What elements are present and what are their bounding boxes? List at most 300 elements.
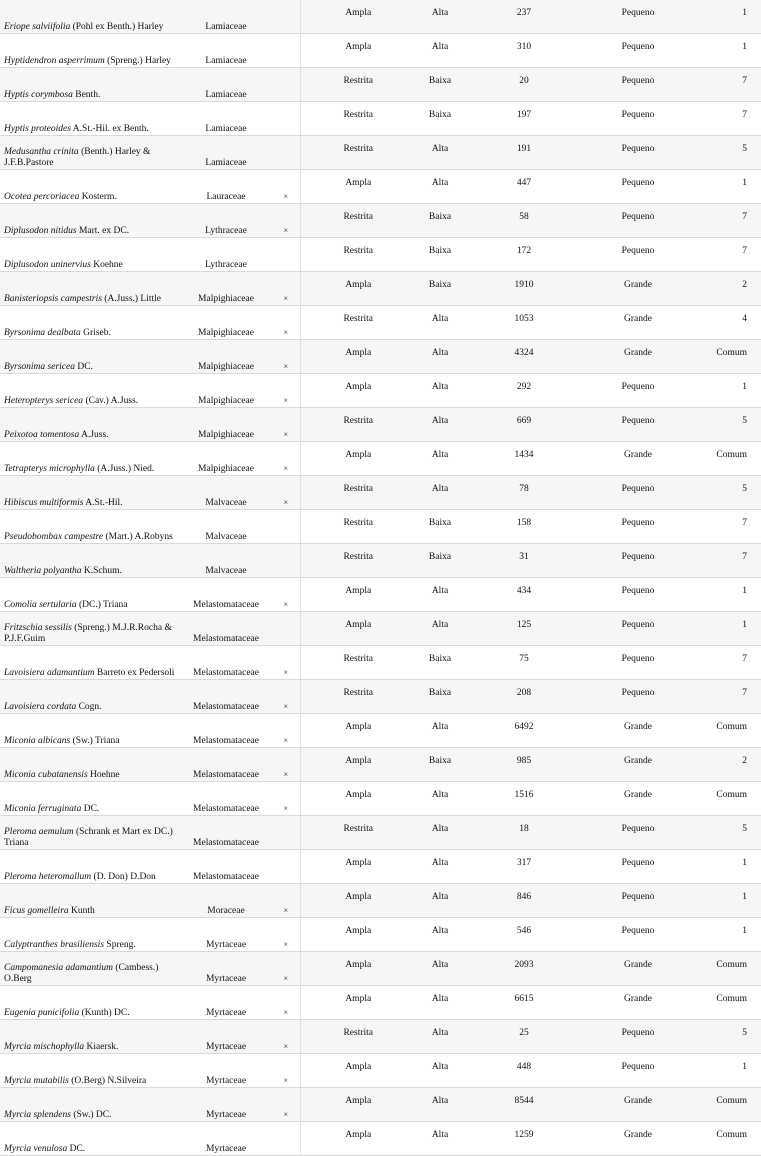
species-authority: Spreng.: [106, 939, 136, 950]
individuals-cell: 20: [470, 68, 578, 102]
frequency-cell: Comum: [698, 1088, 761, 1122]
frequency-cell: Comum: [698, 340, 761, 374]
individuals-cell: 2093: [470, 952, 578, 986]
table-row: [0, 340, 761, 374]
frequency-cell: 1: [698, 612, 761, 646]
family-cell: Malpighiaceae: [180, 272, 272, 306]
species-cell: [0, 918, 180, 952]
species-authority: (Sw.) DC.: [73, 1109, 112, 1120]
family-cell: Lamiaceae: [180, 102, 272, 136]
family-cell: Lauraceae: [180, 170, 272, 204]
species-cell: [0, 340, 180, 374]
family-cell: Malpighiaceae: [180, 306, 272, 340]
size-cell: Grande: [578, 272, 698, 306]
size-cell: Pequeno: [578, 1054, 698, 1088]
distribution-cell: Ampla: [300, 34, 410, 68]
frequency-cell: 1: [698, 578, 761, 612]
species-cell: [0, 238, 180, 272]
family-cell: Myrtaceae: [180, 1122, 272, 1156]
species-cell: [0, 680, 180, 714]
individuals-cell: 310: [470, 34, 578, 68]
size-cell: Pequeno: [578, 1020, 698, 1054]
species-name: Comolia sertularia: [4, 599, 77, 610]
species-cell: [0, 952, 180, 986]
individuals-cell: 6615: [470, 986, 578, 1020]
species-name: Hyptis proteoides: [4, 123, 71, 134]
individuals-cell: 846: [470, 884, 578, 918]
mark-cell: [272, 238, 300, 272]
table-row: [0, 408, 761, 442]
family-cell: Melastomataceae: [180, 782, 272, 816]
species-authority: Kosterm.: [81, 191, 117, 202]
size-cell: Grande: [578, 952, 698, 986]
table-row: [0, 544, 761, 578]
frequency-cell: 7: [698, 204, 761, 238]
individuals-cell: 78: [470, 476, 578, 510]
density-cell: Alta: [410, 918, 470, 952]
density-cell: Alta: [410, 1020, 470, 1054]
frequency-cell: 7: [698, 646, 761, 680]
distribution-cell: Restrita: [300, 1020, 410, 1054]
size-cell: Grande: [578, 748, 698, 782]
size-cell: Pequeno: [578, 816, 698, 850]
frequency-cell: 1: [698, 0, 761, 34]
individuals-cell: 25: [470, 1020, 578, 1054]
species-cell: [0, 68, 180, 102]
family-cell: Melastomataceae: [180, 612, 272, 646]
species-cell: [0, 408, 180, 442]
species-authority: Benth.: [75, 89, 101, 100]
table-row: [0, 1054, 761, 1088]
species-authority: Mart. ex DC.: [78, 225, 130, 236]
individuals-cell: 8544: [470, 1088, 578, 1122]
density-cell: Baixa: [410, 544, 470, 578]
frequency-cell: 5: [698, 136, 761, 170]
table-row: [0, 102, 761, 136]
species-authority: A.St.-Hil. ex Benth.: [72, 123, 149, 134]
size-cell: Grande: [578, 442, 698, 476]
density-cell: Alta: [410, 884, 470, 918]
family-cell: Myrtaceae: [180, 1020, 272, 1054]
size-cell: Grande: [578, 1088, 698, 1122]
table-row: [0, 238, 761, 272]
distribution-cell: Restrita: [300, 646, 410, 680]
frequency-cell: Comum: [698, 714, 761, 748]
mark-cell: [272, 136, 300, 170]
species-name: Miconia albicans: [4, 735, 71, 746]
individuals-cell: 317: [470, 850, 578, 884]
mark-cell: [272, 544, 300, 578]
species-authority: Cogn.: [78, 701, 102, 712]
density-cell: Alta: [410, 1088, 470, 1122]
distribution-cell: Ampla: [300, 1122, 410, 1156]
table-row: [0, 850, 761, 884]
individuals-cell: 18: [470, 816, 578, 850]
frequency-cell: 2: [698, 748, 761, 782]
frequency-cell: 7: [698, 510, 761, 544]
table-row: [0, 0, 761, 34]
size-cell: Pequeno: [578, 68, 698, 102]
distribution-cell: Restrita: [300, 204, 410, 238]
species-cell: [0, 306, 180, 340]
mark-cell: ×: [272, 306, 300, 340]
density-cell: Alta: [410, 850, 470, 884]
size-cell: Pequeno: [578, 646, 698, 680]
density-cell: Alta: [410, 306, 470, 340]
mark-cell: ×: [272, 748, 300, 782]
species-name: Pleroma aemulum: [4, 827, 74, 837]
density-cell: Alta: [410, 1054, 470, 1088]
frequency-cell: 1: [698, 170, 761, 204]
size-cell: Grande: [578, 986, 698, 1020]
species-authority: (Mart.) A.Robyns: [105, 531, 173, 542]
family-cell: Malpighiaceae: [180, 442, 272, 476]
species-name: Eugenia punicifolia: [4, 1007, 80, 1018]
density-cell: Alta: [410, 714, 470, 748]
species-authority: (Sw.) Triana: [72, 735, 120, 746]
species-authority: (Spreng.) M.J.R.Rocha & P.J.F.Guim: [4, 623, 172, 644]
species-name: Byrsonima dealbata: [4, 327, 81, 338]
density-cell: Alta: [410, 340, 470, 374]
individuals-cell: 172: [470, 238, 578, 272]
mark-cell: ×: [272, 408, 300, 442]
species-cell: [0, 510, 180, 544]
species-cell: [0, 0, 180, 34]
frequency-cell: 7: [698, 238, 761, 272]
species-name: Ocotea percoriacea: [4, 191, 80, 202]
family-cell: Lamiaceae: [180, 34, 272, 68]
density-cell: Baixa: [410, 272, 470, 306]
species-name: Myrcia mutabilis: [4, 1075, 69, 1086]
density-cell: Alta: [410, 34, 470, 68]
table-row: [0, 952, 761, 986]
species-name: Waltheria polyantha: [4, 565, 82, 576]
individuals-cell: 197: [470, 102, 578, 136]
distribution-cell: Ampla: [300, 612, 410, 646]
distribution-cell: Ampla: [300, 442, 410, 476]
species-authority: K.Schum.: [83, 565, 122, 576]
mark-cell: ×: [272, 986, 300, 1020]
table-row: [0, 34, 761, 68]
species-name: Ficus gomelleira: [4, 905, 69, 916]
species-authority: (A.Juss.) Little: [104, 293, 162, 304]
species-cell: [0, 850, 180, 884]
species-name: Lavoisiera cordata: [4, 701, 77, 712]
family-cell: Myrtaceae: [180, 918, 272, 952]
size-cell: Grande: [578, 1122, 698, 1156]
family-cell: Lamiaceae: [180, 68, 272, 102]
species-cell: [0, 1122, 180, 1156]
mark-cell: ×: [272, 1088, 300, 1122]
density-cell: Alta: [410, 442, 470, 476]
species-name: Lavoisiera adamantium: [4, 667, 95, 678]
species-cell: [0, 170, 180, 204]
table-row: [0, 204, 761, 238]
size-cell: Pequeno: [578, 170, 698, 204]
species-cell: [0, 816, 180, 850]
species-authority: Koehne: [93, 259, 123, 270]
species-cell: [0, 442, 180, 476]
table-row: [0, 1020, 761, 1054]
density-cell: Baixa: [410, 102, 470, 136]
distribution-cell: Restrita: [300, 544, 410, 578]
mark-cell: [272, 816, 300, 850]
frequency-cell: 4: [698, 306, 761, 340]
density-cell: Baixa: [410, 204, 470, 238]
mark-cell: ×: [272, 204, 300, 238]
species-authority: (Pohl ex Benth.) Harley: [72, 21, 164, 32]
family-cell: Lamiaceae: [180, 0, 272, 34]
mark-cell: [272, 612, 300, 646]
species-authority: Griseb.: [83, 327, 111, 338]
family-cell: Myrtaceae: [180, 1054, 272, 1088]
species-name: Byrsonima sericea: [4, 361, 75, 372]
species-cell: [0, 612, 180, 646]
species-name: Tetrapterys microphylla: [4, 463, 95, 474]
table-row: [0, 680, 761, 714]
species-authority: (DC.) Triana: [78, 599, 128, 610]
distribution-cell: Restrita: [300, 816, 410, 850]
distribution-cell: Restrita: [300, 510, 410, 544]
distribution-cell: Restrita: [300, 680, 410, 714]
frequency-cell: 7: [698, 102, 761, 136]
table-row: [0, 374, 761, 408]
frequency-cell: 7: [698, 544, 761, 578]
species-name: Calyptranthes brasiliensis: [4, 939, 105, 950]
species-name: Peixotoa tomentosa: [4, 429, 80, 440]
density-cell: Alta: [410, 0, 470, 34]
distribution-cell: Restrita: [300, 68, 410, 102]
mark-cell: ×: [272, 170, 300, 204]
mark-cell: ×: [272, 578, 300, 612]
distribution-cell: Restrita: [300, 136, 410, 170]
individuals-cell: 75: [470, 646, 578, 680]
distribution-cell: Restrita: [300, 102, 410, 136]
frequency-cell: 1: [698, 884, 761, 918]
species-cell: [0, 1054, 180, 1088]
table-row: [0, 306, 761, 340]
size-cell: Pequeno: [578, 238, 698, 272]
individuals-cell: 208: [470, 680, 578, 714]
species-authority: (Kunth) DC.: [81, 1007, 130, 1018]
size-cell: Pequeno: [578, 884, 698, 918]
family-cell: Lythraceae: [180, 204, 272, 238]
frequency-cell: 1: [698, 850, 761, 884]
mark-cell: ×: [272, 714, 300, 748]
mark-cell: [272, 102, 300, 136]
density-cell: Baixa: [410, 646, 470, 680]
individuals-cell: 4324: [470, 340, 578, 374]
family-cell: Melastomataceae: [180, 680, 272, 714]
species-authority: A.Juss.: [81, 429, 109, 440]
size-cell: Grande: [578, 306, 698, 340]
species-cell: [0, 714, 180, 748]
frequency-cell: 7: [698, 680, 761, 714]
family-cell: Myrtaceae: [180, 952, 272, 986]
species-name: Fritzschia sessilis: [4, 623, 72, 633]
individuals-cell: 237: [470, 0, 578, 34]
frequency-cell: 1: [698, 34, 761, 68]
individuals-cell: 292: [470, 374, 578, 408]
table-row: [0, 136, 761, 170]
size-cell: Pequeno: [578, 544, 698, 578]
family-cell: Malpighiaceae: [180, 408, 272, 442]
mark-cell: [272, 34, 300, 68]
frequency-cell: 5: [698, 1020, 761, 1054]
species-name: Myrcia mischophylla: [4, 1041, 85, 1052]
species-name: Heteropterys sericea: [4, 395, 84, 406]
individuals-cell: 125: [470, 612, 578, 646]
table-row: [0, 476, 761, 510]
mark-cell: [272, 68, 300, 102]
species-authority: (Schrank et Mart ex DC.) Triana: [4, 827, 173, 848]
family-cell: Lythraceae: [180, 238, 272, 272]
species-cell: [0, 646, 180, 680]
frequency-cell: Comum: [698, 442, 761, 476]
size-cell: Pequeno: [578, 612, 698, 646]
mark-cell: ×: [272, 680, 300, 714]
family-cell: Melastomataceae: [180, 816, 272, 850]
table-row: [0, 612, 761, 646]
distribution-cell: Restrita: [300, 238, 410, 272]
table-row: [0, 68, 761, 102]
species-name: Diplusodon uninervius: [4, 259, 91, 270]
table-row: [0, 918, 761, 952]
density-cell: Baixa: [410, 238, 470, 272]
family-cell: Myrtaceae: [180, 986, 272, 1020]
frequency-cell: 5: [698, 408, 761, 442]
distribution-cell: Ampla: [300, 952, 410, 986]
family-cell: Melastomataceae: [180, 850, 272, 884]
species-cell: [0, 374, 180, 408]
density-cell: Baixa: [410, 748, 470, 782]
individuals-cell: 669: [470, 408, 578, 442]
species-name: Campomanesia adamantium: [4, 963, 113, 973]
distribution-cell: Ampla: [300, 918, 410, 952]
density-cell: Alta: [410, 782, 470, 816]
mark-cell: ×: [272, 918, 300, 952]
distribution-cell: Ampla: [300, 170, 410, 204]
family-cell: Melastomataceae: [180, 646, 272, 680]
frequency-cell: Comum: [698, 1122, 761, 1156]
frequency-cell: 1: [698, 918, 761, 952]
density-cell: Alta: [410, 1122, 470, 1156]
size-cell: Pequeno: [578, 476, 698, 510]
species-name: Eriope salviifolia: [4, 21, 71, 32]
frequency-cell: Comum: [698, 986, 761, 1020]
family-cell: Malvaceae: [180, 476, 272, 510]
species-name: Pseudobombax campestre: [4, 531, 104, 542]
distribution-cell: Ampla: [300, 782, 410, 816]
mark-cell: ×: [272, 646, 300, 680]
species-authority: DC.: [69, 1143, 86, 1154]
frequency-cell: 1: [698, 374, 761, 408]
mark-cell: [272, 850, 300, 884]
size-cell: Pequeno: [578, 374, 698, 408]
table-row: [0, 442, 761, 476]
table-row: [0, 1122, 761, 1156]
table-row: [0, 272, 761, 306]
individuals-cell: 1910: [470, 272, 578, 306]
table-row: [0, 748, 761, 782]
species-cell: [0, 34, 180, 68]
species-authority: A.St.-Hil.: [85, 497, 123, 508]
size-cell: Grande: [578, 782, 698, 816]
frequency-cell: 2: [698, 272, 761, 306]
species-authority: (O.Berg) N.Silveira: [71, 1075, 147, 1086]
distribution-cell: Ampla: [300, 714, 410, 748]
distribution-cell: Ampla: [300, 0, 410, 34]
family-cell: Moraceae: [180, 884, 272, 918]
mark-cell: [272, 510, 300, 544]
species-cell: [0, 1088, 180, 1122]
density-cell: Alta: [410, 170, 470, 204]
individuals-cell: 6492: [470, 714, 578, 748]
size-cell: Grande: [578, 340, 698, 374]
table-row: [0, 510, 761, 544]
table-row: [0, 1088, 761, 1122]
individuals-cell: 1434: [470, 442, 578, 476]
density-cell: Baixa: [410, 510, 470, 544]
frequency-cell: 1: [698, 1054, 761, 1088]
species-cell: [0, 102, 180, 136]
distribution-cell: Ampla: [300, 1088, 410, 1122]
species-name: Miconia cubatanensis: [4, 769, 88, 780]
frequency-cell: 7: [698, 68, 761, 102]
family-cell: Melastomataceae: [180, 748, 272, 782]
individuals-cell: 1516: [470, 782, 578, 816]
frequency-cell: 5: [698, 476, 761, 510]
species-name: Pleroma heteromallum: [4, 871, 92, 882]
size-cell: Pequeno: [578, 204, 698, 238]
density-cell: Alta: [410, 986, 470, 1020]
species-name: Diplusodon nitidus: [4, 225, 77, 236]
distribution-cell: Restrita: [300, 306, 410, 340]
size-cell: Pequeno: [578, 680, 698, 714]
species-authority: DC.: [77, 361, 93, 372]
distribution-cell: Ampla: [300, 850, 410, 884]
size-cell: Pequeno: [578, 34, 698, 68]
table-row: [0, 646, 761, 680]
frequency-cell: Comum: [698, 782, 761, 816]
species-name: Banisteriopsis campestris: [4, 293, 102, 304]
individuals-cell: 191: [470, 136, 578, 170]
species-authority: (Cav.) A.Juss.: [85, 395, 139, 406]
family-cell: Melastomataceae: [180, 714, 272, 748]
individuals-cell: 447: [470, 170, 578, 204]
individuals-cell: 158: [470, 510, 578, 544]
individuals-cell: 1259: [470, 1122, 578, 1156]
species-name: Myrcia splendens: [4, 1109, 71, 1120]
species-cell: [0, 136, 180, 170]
size-cell: Pequeno: [578, 918, 698, 952]
density-cell: Alta: [410, 578, 470, 612]
species-name: Medusantha crinita: [4, 147, 79, 157]
species-cell: [0, 884, 180, 918]
table-row: [0, 170, 761, 204]
size-cell: Pequeno: [578, 102, 698, 136]
individuals-cell: 546: [470, 918, 578, 952]
species-authority: Barreto ex Pedersoli: [96, 667, 175, 678]
species-authority: Kunth: [71, 905, 95, 916]
mark-cell: [272, 1122, 300, 1156]
species-authority: DC.: [83, 803, 100, 814]
distribution-cell: Ampla: [300, 1054, 410, 1088]
size-cell: Pequeno: [578, 578, 698, 612]
density-cell: Alta: [410, 476, 470, 510]
mark-cell: ×: [272, 782, 300, 816]
species-authority: (Benth.) Harley & J.F.B.Pastore: [4, 147, 151, 168]
